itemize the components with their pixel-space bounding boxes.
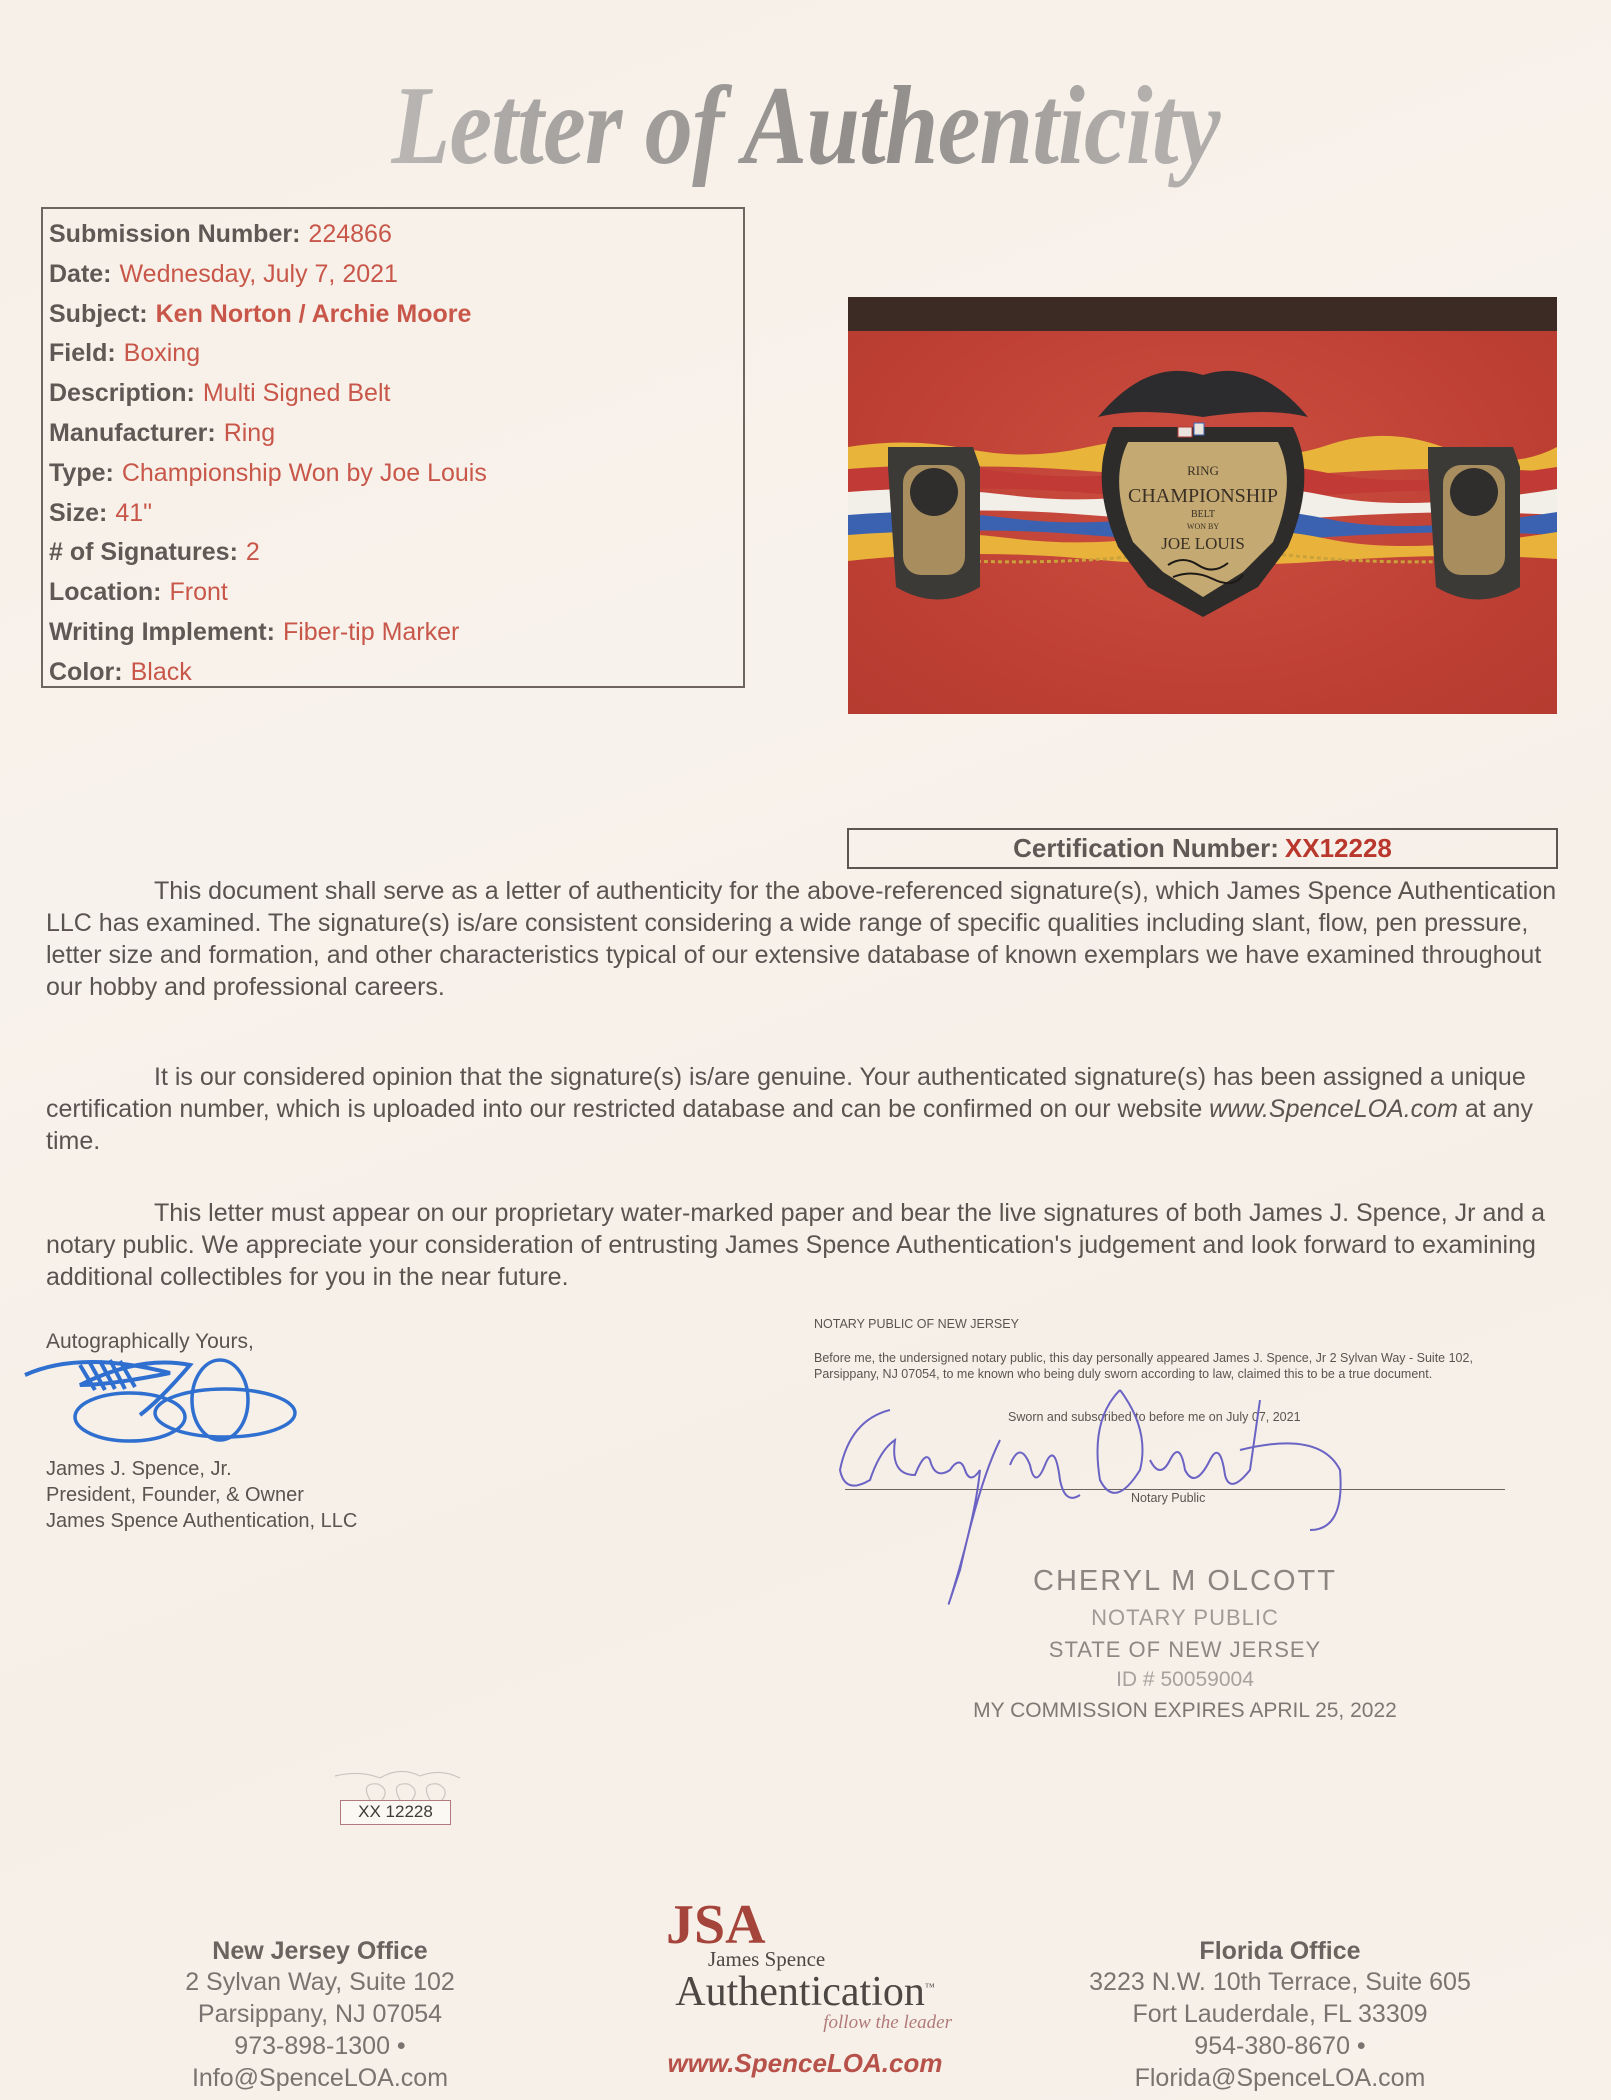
notary-stamp-id: ID # 50059004 <box>1116 1668 1254 1691</box>
info-row-subject <box>49 295 743 335</box>
body-paragraph-3: This letter must appear on our proprietary water-marked paper and bear the live signatures of both James J. Spence, Jr and a notary public. We appreciate your consideration of entrusting James Spence Authentication's judgement and look forward to examining additional collectibles for you in the near future. <box>46 1199 1546 1291</box>
info-label: Field: <box>49 339 116 368</box>
certification-number: XX12228 <box>1284 833 1392 863</box>
jsa-sub: James Spence <box>708 1947 826 1971</box>
jsa-wordmark: Authentication™ <box>675 1969 935 2015</box>
notary-stamp-title: NOTARY PUBLIC <box>1091 1605 1279 1630</box>
closing-salutation: Autographically Yours, <box>46 1330 254 1353</box>
body-paragraph-2 <box>46 1061 1561 1157</box>
info-label: Submission Number: <box>49 220 301 248</box>
belt-photo <box>848 297 1557 714</box>
nj-office-title: New Jersey Office <box>212 1937 428 1965</box>
sticker-watermark-signature <box>330 1762 470 1802</box>
belt-text-joe-louis: JOE LOUIS <box>1161 534 1245 553</box>
belt-text-belt: BELT <box>1190 509 1216 520</box>
info-row-writing-implement <box>49 613 743 653</box>
certification-number-box <box>847 828 1558 869</box>
belt-text-ring: RING <box>1187 463 1219 478</box>
p2-text-after: at any time. <box>46 1095 1533 1155</box>
info-row-manufacturer <box>49 414 743 454</box>
writing-implement-value: Fiber-tip Marker <box>282 617 460 646</box>
manufacturer-value: Ring <box>223 418 276 447</box>
info-row-submission-number <box>49 215 743 255</box>
notary-stamp-state: STATE OF NEW JERSEY <box>1048 1637 1322 1662</box>
info-label: Subject: <box>49 299 148 328</box>
notary-caption: Notary Public <box>1131 1491 1206 1505</box>
info-label: Color: <box>49 657 123 686</box>
document-title: Letter of Authenticity <box>113 62 1498 191</box>
jsa-website-link[interactable]: www.SpenceLOA.com <box>667 2048 943 2078</box>
info-row-location <box>49 573 743 613</box>
championship-belt-illustration <box>848 297 1557 714</box>
jsa-mark: JSA <box>666 1894 766 1956</box>
signer-name: James J. Spence, Jr. <box>46 1458 232 1480</box>
notary-statement: Before me, the undersigned notary public, this day personally appeared James J. Spence, Jr 2 Sylvan Way - Suite 102, Parsippany, NJ 07054, to me known who being duly sworn according to law, claimed this to be a true document. <box>814 1351 1473 1381</box>
info-label: Writing Implement: <box>49 617 275 646</box>
sworn-statement: Sworn and subscribed to before me on July 07, 2021 <box>1008 1410 1301 1424</box>
fl-office <box>1070 1937 1490 2094</box>
info-row-signatures <box>49 533 743 573</box>
date-value: Wednesday, July 7, 2021 <box>119 259 398 288</box>
info-label: # of Signatures: <box>49 538 238 567</box>
signer-company: James Spence Authentication, LLC <box>46 1510 358 1532</box>
nj-office-contact: 973-898-1300 • Info@SpenceLOA.com <box>191 2032 449 2092</box>
location-value: Front <box>169 578 228 607</box>
notary-stamp-name: CHERYL M OLCOTT <box>1033 1565 1337 1597</box>
info-label: Type: <box>49 458 114 487</box>
fl-office-title: Florida Office <box>1199 1937 1361 1965</box>
certification-label: Certification Number: <box>1013 833 1279 863</box>
info-row-date <box>49 255 743 295</box>
info-label: Location: <box>49 578 162 607</box>
notary-heading: NOTARY PUBLIC OF NEW JERSEY <box>814 1317 1019 1331</box>
info-label: Manufacturer: <box>49 418 216 447</box>
signer-title: President, Founder, & Owner <box>46 1484 304 1506</box>
certification-sticker: XX 12228 <box>340 1800 451 1825</box>
field-value: Boxing <box>123 339 201 368</box>
jsa-tagline: follow the leader <box>823 2012 952 2033</box>
trademark-icon: ™ <box>924 1982 935 1993</box>
website-link[interactable]: www.SpenceLOA.com <box>1209 1095 1458 1123</box>
info-row-color <box>49 653 743 693</box>
fl-office-city: Fort Lauderdale, FL 33309 <box>1132 2000 1428 2028</box>
nj-office <box>110 1937 530 2094</box>
jsa-logo <box>640 1894 970 2079</box>
president-signature <box>20 1345 310 1455</box>
description-value: Multi Signed Belt <box>202 379 391 408</box>
info-row-field <box>49 334 743 374</box>
signer-block <box>46 1456 357 1534</box>
info-label: Date: <box>49 259 112 288</box>
submission-info-box <box>41 207 745 688</box>
info-row-type <box>49 454 743 494</box>
nj-office-address: 2 Sylvan Way, Suite 102 <box>185 1968 455 1996</box>
subject-value: Ken Norton / Archie Moore <box>155 299 472 328</box>
fl-office-address: 3223 N.W. 10th Terrace, Suite 605 <box>1089 1968 1471 1996</box>
size-value: 41" <box>115 498 153 527</box>
p2-text-before: It is our considered opinion that the signature(s) is/are genuine. Your authenticated signature(s) has been assigned a unique certification number, which is uploaded into our restricted database and can be confirmed on our website <box>46 1063 1526 1123</box>
color-value: Black <box>130 657 192 686</box>
info-row-description <box>49 374 743 414</box>
belt-text-championship: CHAMPIONSHIP <box>1127 485 1279 507</box>
info-label: Description: <box>49 379 195 408</box>
body-paragraph-1: This document shall serve as a letter of authenticity for the above-referenced signature(s), which James Spence Authentication LLC has examined. The signature(s) is/are consistent considering a wide range of specific qualities including slant, flow, pen pressure, letter size and formation, and other characteristics typical of our extensive database of known exemplars we have examined throughout our hobby and professional careers. <box>46 877 1557 1001</box>
submission-number: 224866 <box>308 220 392 248</box>
info-label: Size: <box>49 498 108 527</box>
fl-office-contact: 954-380-8670 • Florida@SpenceLOA.com <box>1134 2032 1426 2092</box>
nj-office-city: Parsippany, NJ 07054 <box>197 2000 443 2028</box>
type-value: Championship Won by Joe Louis <box>121 458 487 487</box>
signatures-count: 2 <box>245 538 260 567</box>
belt-text-won-by: WON BY <box>1186 522 1220 531</box>
info-row-size <box>49 494 743 534</box>
notary-stamp-expiry: MY COMMISSION EXPIRES APRIL 25, 2022 <box>973 1699 1397 1722</box>
